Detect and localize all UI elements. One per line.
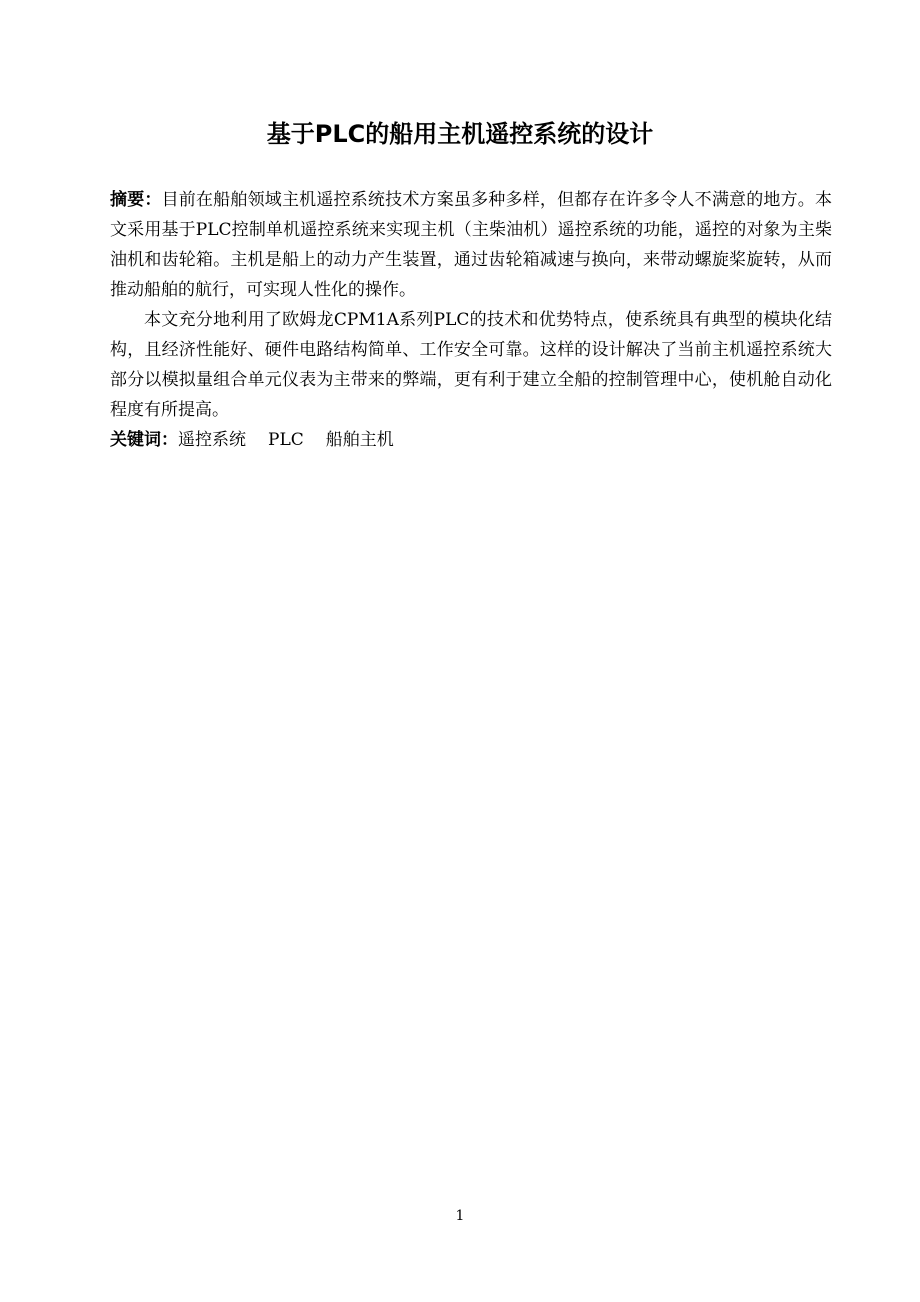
keyword-2: PLC [268,430,304,450]
page-title: 基于PLC的船用主机遥控系统的设计 [266,120,654,148]
keywords-label: 关键词： [110,430,178,450]
page-number: 1 [455,1208,465,1224]
abstract-label: 摘要： [110,190,162,210]
abstract-paragraph-1 [110,185,832,305]
keyword-3: 船舶主机 [325,430,394,450]
keyword-1: 遥控系统 [178,430,246,450]
keywords-line [110,425,832,455]
abstract-text-1: 目前在船舶领域主机遥控系统技术方案虽多种多样，但都存在许多令人不满意的地方。本文采用基于PLC控制单机遥控系统来实现主机（主柴油机）遥控系统的功能，遥控的对象为主柴油机和齿轮箱。主机是船上的动力产生装置，通过齿轮箱减速与换向，来带动螺旋桨旋转，从而推动船舶的航行，可实现人性化的操作。 [110,190,833,300]
abstract-paragraph-2: 本文充分地利用了欧姆龙CPM1A系列PLC的技术和优势特点，使系统具有典型的模块化结构，且经济性能好、硬件电路结构简单、工作安全可靠。这样的设计解决了当前主机遥控系统大部分以模拟量组合单元仪表为主带来的弊端，更有利于建立全船的控制管理中心，使机舱自动化程度有所提高。 [110,310,832,420]
abstract-section [110,185,832,455]
